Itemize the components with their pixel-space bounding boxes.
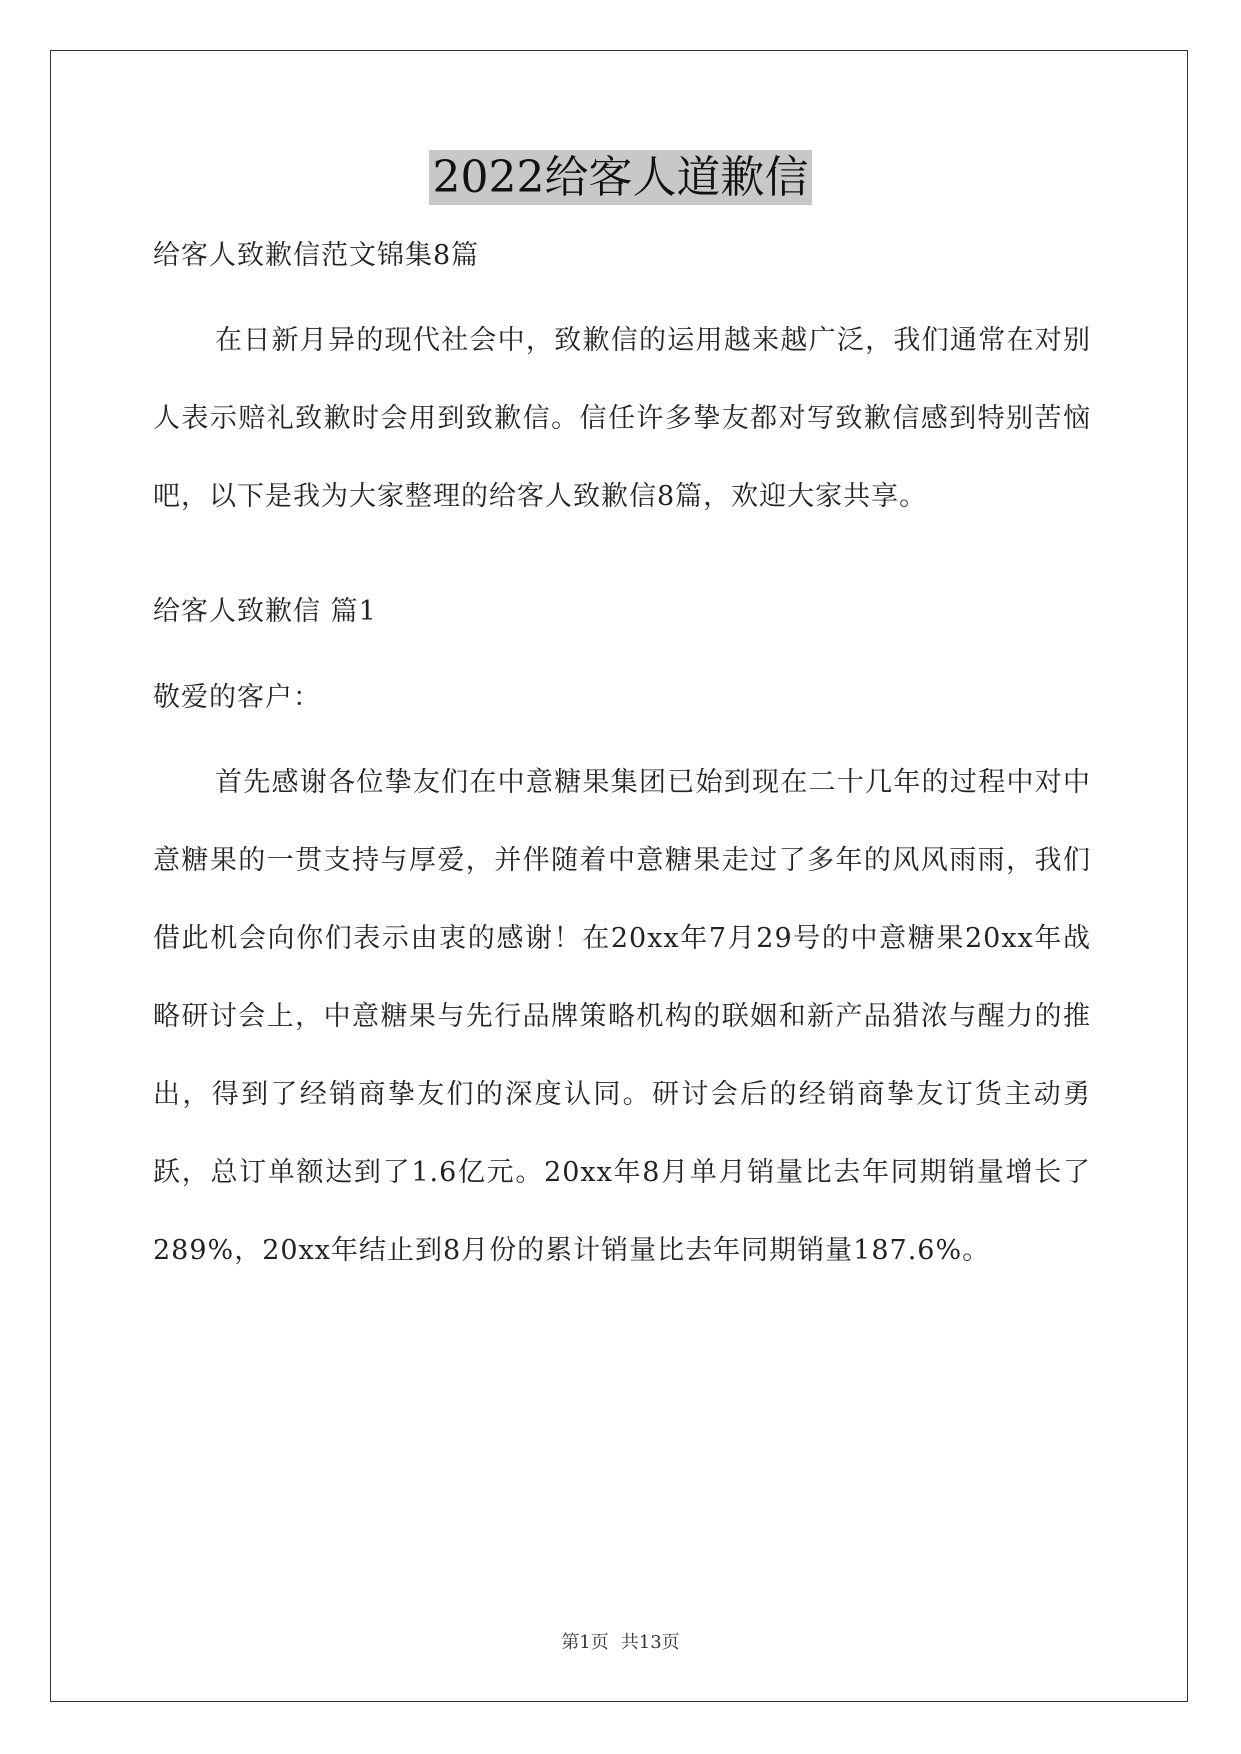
letter-salutation: 敬爱的客户： (153, 682, 321, 713)
document-body (153, 236, 1091, 1290)
document-title-text: 2022给客人道歉信 (429, 150, 813, 205)
document-title (0, 148, 1241, 208)
document-subtitle: 给客人致歉信范文锦集8篇 (153, 240, 480, 271)
letter-body-paragraph: 首先感谢各位挚友们在中意糖果集团已始到现在二十几年的过程中对中意糖果的一贯支持与厚爱，并伴随着中意糖果走过了多年的风风雨雨，我们借此机会向你们表示由衷的感谢！在20xx年7月29号的中意糖果20xx年战略研讨会上，中意糖果与先行品牌策略机构的联姻和新产品猎浓与醒力的推出，得到了经销商挚友们的深度认同。研讨会后的经销商挚友订货主动勇跃，总订单额达到了1.6亿元。20xx年8月单月销量比去年同期销量增长了289%，20xx年结止到8月份的累计销量比去年同期销量187.6%。 (153, 767, 1091, 1266)
page-total: 共13页 (620, 1632, 680, 1653)
intro-paragraph: 在日新月异的现代社会中，致歉信的运用越来越广泛，我们通常在对别人表示赔礼致歉时会用到致歉信。信任许多挚友都对写致歉信感到特别苦恼吧，以下是我为大家整理的给客人致歉信8篇，欢迎大家共享。 (153, 325, 1091, 512)
page-number: 第1页 (561, 1632, 609, 1653)
section-heading: 给客人致歉信 篇1 (153, 596, 377, 627)
page-footer (0, 1628, 1241, 1654)
